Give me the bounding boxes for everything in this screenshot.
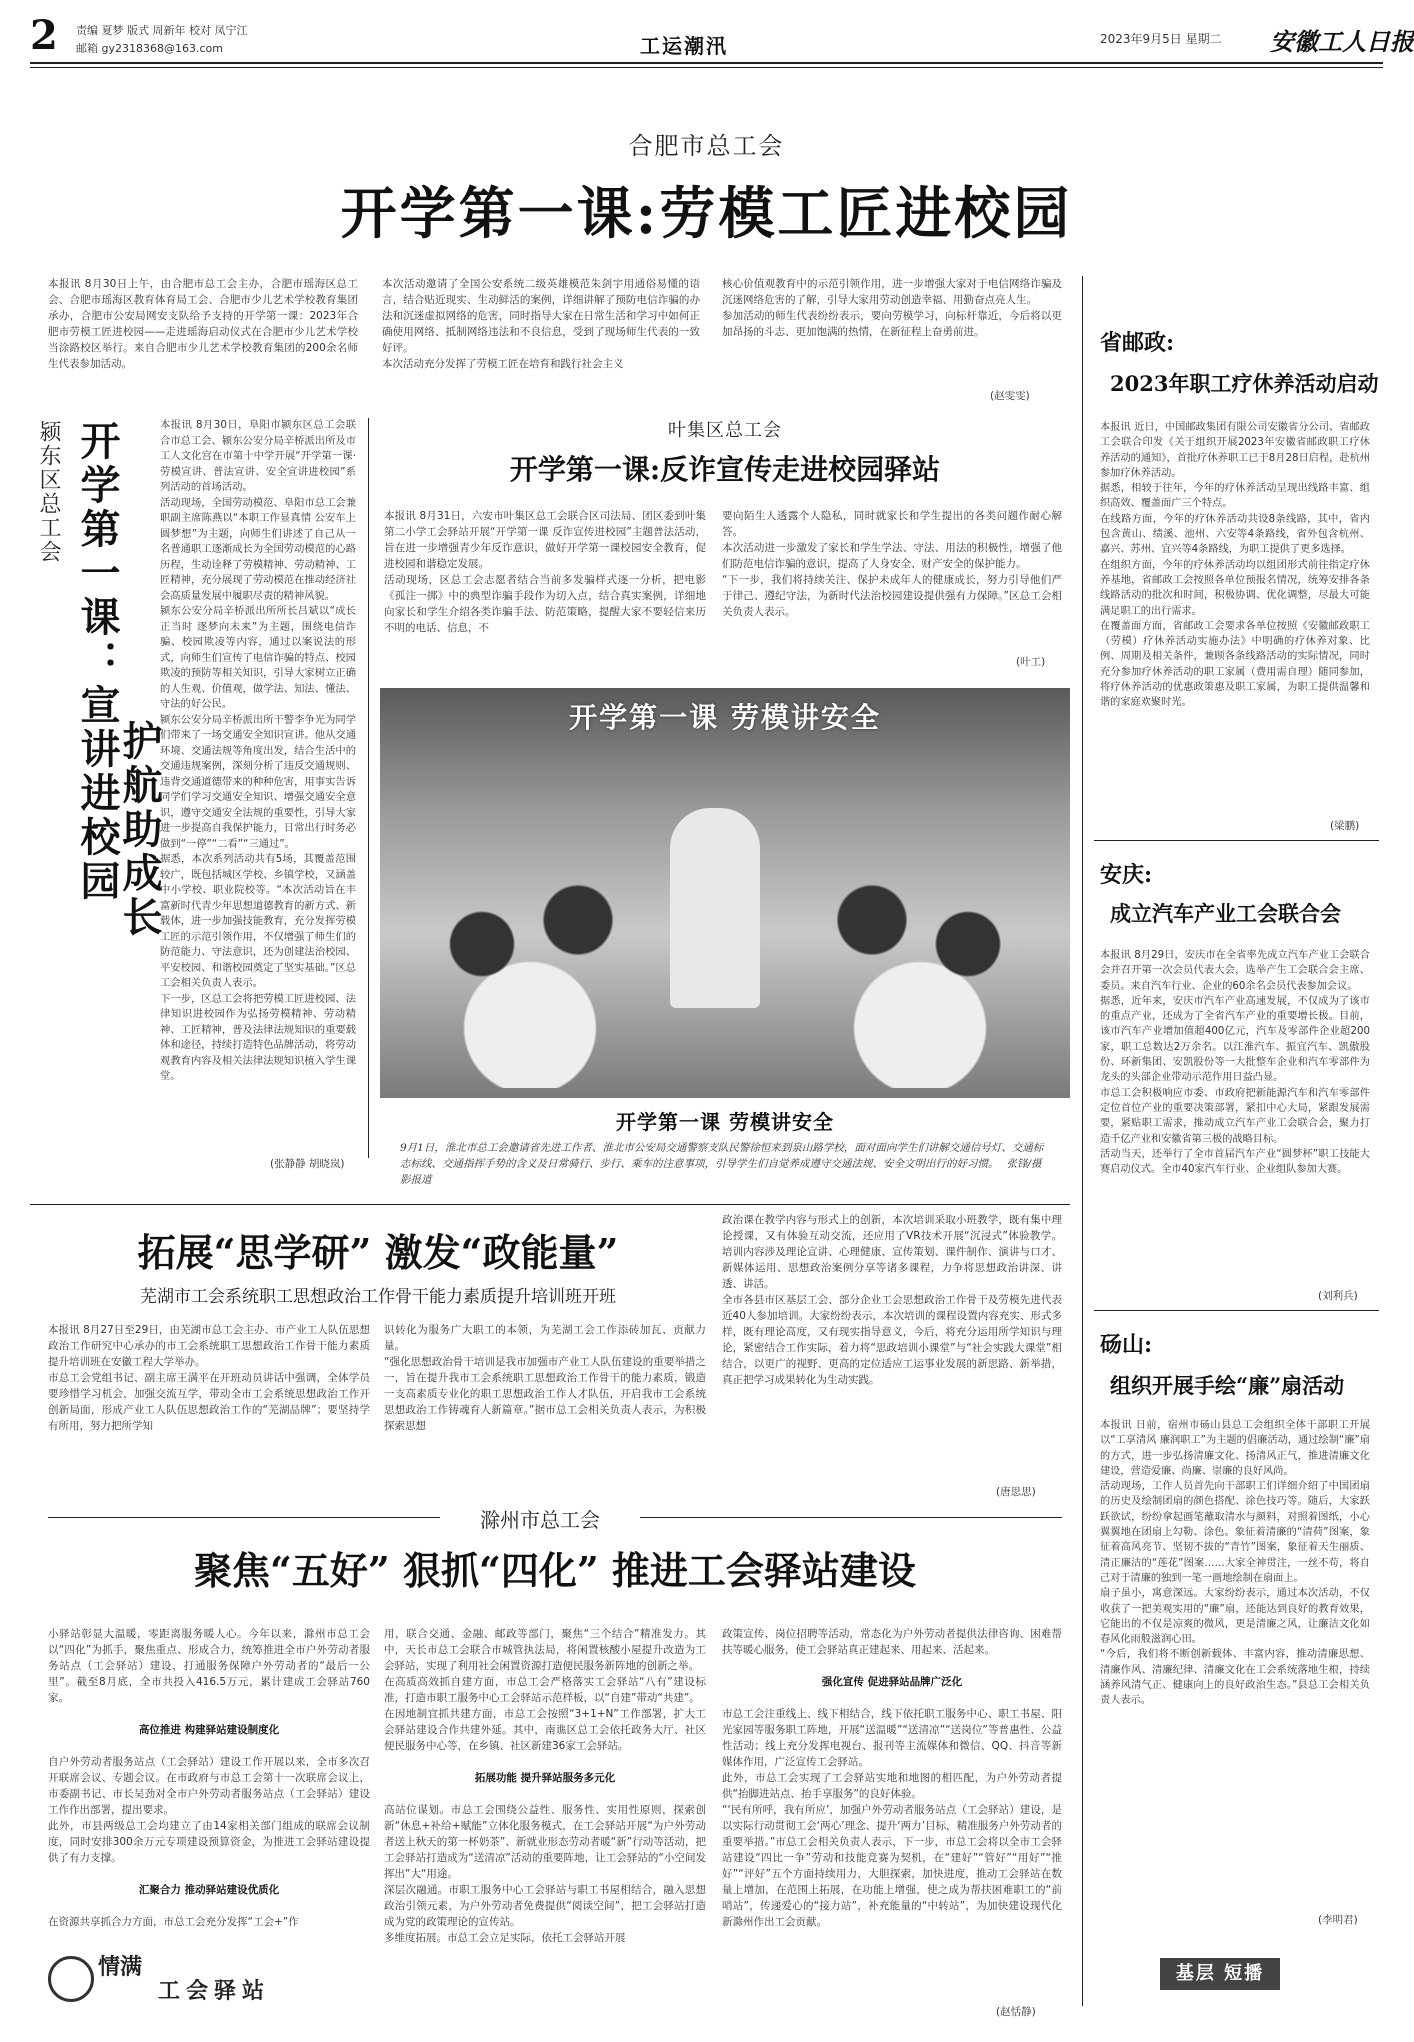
wuhu-col-1 <box>48 1322 370 1482</box>
anqing-title-1: 安庆: <box>1100 862 1153 888</box>
photo-caption <box>400 1140 1050 1188</box>
dangshan-title-1: 砀山: <box>1100 1332 1153 1358</box>
wuhu-col-3-text: 政治课在教学内容与形式上的创新，本次培训采取小班教学，既有集中理论授课，又有体验互动交流，还应用了VR技术开展“沉浸式”体验教学。培训内容涉及理论宣讲、心理健康、宣传策划、课件制作、演讲与口才、新媒体运用、思想政治案例分享等诸多课程，力争将思想政治讲深、讲透、讲活。 全市各县市区基层工会、部分企业工会思想政治工作骨干及劳模先进代表近40人参加培训。大家纷纷表示，本次培训的课程设置内容充实、形式多样，既有理论高度，又有现实指导意义，今后，将充分运用所学知识与理论，紧密结合工作实际，着力将“思政培训小课堂”与“社会实践大课堂”相结合，以更广的视野、更高的定位适应工运事业发展的新思路、新举措，真正把学习成果转化为生动实践。 <box>722 1214 1062 1386</box>
photo-title: 开学第一课 劳模讲安全 <box>616 1110 834 1134</box>
post-title-1: 省邮政: <box>1100 330 1175 356</box>
yingdong-title-vertical-1: 开学第一课：宣讲进校园 <box>74 420 121 904</box>
photo-caption-text: 9月1日，淮北市总工会邀请省先进工作者、淮北市公安局交通警察支队民警徐恒来到泉山路学校，面对面向学生们讲解交通信号灯、交通标志标线、交通指挥手势的含义及日常骑行、步行、乘车的注意事项，引导学生们自觉养成遵守交通法规、安全文明出行的好习惯。 <box>400 1142 1044 1170</box>
chuzhou-title: 聚焦“五好” 狠抓“四化” 推进工会驿站建设 <box>194 1548 916 1593</box>
lead-col-1 <box>48 276 358 388</box>
yeji-col-2 <box>722 508 1062 668</box>
dangshan-body-text: 本报讯 日前，宿州市砀山县总工会组织全体干部职工开展以“工享清风 廉润职工”为主题的倡廉活动，通过绘制“廉”扇的方式，进一步弘扬清廉文化、扬清风正气，推进清廉文化建设，营造爱廉、尚廉、崇廉的良好风尚。 活动现场，工作人员首先向干部职工们详细介绍了中国团扇的历史及绘制团扇的颜色搭配、涂色技巧等。随后，大家跃跃欲试，纷纷拿起画笔蘸取清水与颜料，对照着图纸，小心翼翼地在团扇上勾勒、涂色。象征着清廉的“清荷”图案，象征着高风亮节、坚韧不拔的“青竹”图案，象征着天生丽质、清正廉洁的“莲花”图案……大家全神贯注，一丝不苟，将自己对于清廉的独到一笔一画地绘制在扇面上。 扇子虽小，寓意深远。大家纷纷表示，通过本次活动，不仅收获了一把美观实用的“廉”扇，还能达到良好的教育效果，它能出的不仅是凉爽的微风，更是清廉之风，让廉洁文化如春风化雨般滋润心田。 “今后，我们将不断创新载体、丰富内容，推动清廉思想、清廉作风、清廉纪律、清廉文化在工会系统落地生根，持续涵养风清气正、健康向上的良好政治生态。”县总工会相关负责人表示。 <box>1100 1420 1370 1707</box>
col-rule-left <box>368 418 369 1158</box>
lead-title: 开学第一课:劳模工匠进校园 <box>340 181 1073 247</box>
lead-col-1-text: 本报讯 8月30日上午，由合肥市总工会主办，合肥市瑶海区总工会、合肥市瑶海区教育体育局工会、合肥市少儿艺术学校教育集团承办，合肥市公安局网安支队给予支持的开学第一课：2023年合肥市劳模工匠进校园——走进瑶海启动仪式在合肥市少儿艺术学校当涂路校区举行。来自合肥市少儿艺术学校教育集团的200余名师生代表参加活动。 <box>48 278 358 370</box>
lead-byline: (赵雯雯) <box>990 390 1030 402</box>
yingdong-body <box>160 418 356 1082</box>
yeji-title: 开学第一课:反诈宣传走进校园驿站 <box>509 453 941 486</box>
chuzhou-col-1-body: 自户外劳动者服务站点（工会驿站）建设工作开展以来，全市多次召开联席会议、专题会议。在市政府与市总工会第十一次联席会议上，市委副书记、市长吴劲对全市户外劳动者服务站点（工会驿站）建设工作作出部署，提出要求。 此外，市县两级总工会均建立了由14家相关部门组成的联席会议制度，同时安排300余万元专项建设预算资金，为推进工会驿站建设提供了有力支撑。 <box>48 1756 370 1864</box>
chuzhou-col-3-body: 市总工会注重线上、线下相结合，线下依托职工服务中心、职工书屋、阳光家园等服务职工阵地，开展“送温暖”“送清凉”“送岗位”等普惠性、公益性活动；线上充分发挥电视台、报刊等主流媒体和微信、QQ、抖音等新媒体作用，广泛宣传工会驿站。 此外，市总工会实现了工会驿站实地和地图的相匹配，为户外劳动者提供“抬脚进站点、抬手享服务”的良好体验。 “‘民有所呼，我有所应’，加强户外劳动者服务站点（工会驿站）建设，是以实际行动贯彻工会‘两心’理念、提升‘两力’目标，精准服务户外劳动者的重要举措。”市总工会相关负责人表示，下一步，市总工会将以全市工会驿站建设“四比一争”劳动和技能竞赛为契机，在“建好”“管好”“用好”“推好”“评好”五个方面持续用力，大胆探索，加快进度，推动工会驿站在数量上增加，在范围上拓展，在功能上增强，使之成为帮扶困难职工的“前哨站”，传递爱心的“接力站”，补充能量的“中转站”，为加快建设现代化新滁州作出工会贡献。 <box>722 1708 1062 1928</box>
dangshan-body <box>1100 1418 1370 1912</box>
house-icon <box>48 1956 94 2002</box>
yeji-col-1 <box>384 508 706 668</box>
chuzhou-rule-right <box>640 1517 1062 1518</box>
chuzhou-byline: (赵恬静) <box>996 2006 1036 2018</box>
anqing-body <box>1100 948 1370 1286</box>
photo-figure-group-left <box>410 848 650 1088</box>
masthead-logo: 安徽工人日报 <box>1270 27 1414 56</box>
lead-col-3-text: 核心价值观教育中的示范引领作用，进一步增强大家对于电信网络诈骗及沉迷网络危害的了解，引导大家用劳动创造幸福、用勤奋点亮人生。 参加活动的师生代表纷纷表示，要向劳模学习，向标杆靠近，今后将以更加昂扬的斗志、更加饱满的热情，在新征程上奋勇前进。 <box>722 278 1062 338</box>
photo-banner-text: 开学第一课 劳模讲安全 <box>569 701 881 734</box>
issue-date: 2023年9月5日 星期二 <box>1100 32 1222 46</box>
photo-credit: 张锋/摄影报道 <box>400 1158 1042 1186</box>
chuzhou-col-1-tail: 在资源共享抓合力方面，市总工会充分发挥“工会+”作 <box>48 1916 299 1928</box>
chuzhou-kicker: 滁州市总工会 <box>480 1508 600 1532</box>
anqing-title-2: 成立汽车产业工会联合会 <box>1110 901 1341 926</box>
wuhu-col-1-text: 本报讯 8月27日至29日，由芜湖市总工会主办、市产业工人队伍思想政治工作研究中心承办的市工会系统职工思想政治工作骨干能力素质提升培训班在安徽工程大学举办。 市总工会党组书记、副主席王满平在开班动员讲话中强调，全体学员要珍惜学习机会，加强交流互学，带动全市工会系统思想政治工作开创新局面，形成产业工人队伍思想政治工作的“芜湖品牌”；要坚持学有所用，努力把所学知 <box>48 1324 370 1432</box>
chuzhou-rule-left <box>48 1517 440 1518</box>
page-number: 2 <box>30 12 58 59</box>
post-byline: (梁鹏) <box>1330 820 1360 832</box>
wuhu-subtitle: 芜湖市工会系统职工思想政治工作骨干能力素质提升培训班开班 <box>140 1287 616 1307</box>
yeji-kicker: 叶集区总工会 <box>668 420 782 441</box>
header-rule <box>30 62 1383 64</box>
post-title-2: 2023年职工疗休养活动启动 <box>1110 371 1379 396</box>
yingdong-title-vertical-2: 护航助成长 <box>116 720 163 940</box>
lead-col-3 <box>722 276 1062 388</box>
yeji-col-2-text: 要向陌生人透露个人隐私，同时就家长和学生提出的各类问题作耐心解答。 本次活动进一步激发了家长和学生学法、守法、用法的积极性，增强了他们防范电信诈骗的意识，提高了人身安全、财产安全的保护能力。 “下一步，我们将持续关注、保护未成年人的健康成长，努力引导他们严于律己、遵纪守法，为新时代法治校园建设提供强有力保障。”区总工会相关负责人表示。 <box>722 510 1062 618</box>
lead-col-2-text: 本次活动邀请了全国公安系统二级英雄模范朱剑宇用通俗易懂的语言，结合贴近现实、生动鲜活的案例，详细讲解了预防电信诈骗的办法和沉迷虚拟网络的危害，同时指导大家在日常生活和学习中如何正确使用网络、抵制网络违法和不良信息，受到了现场师生代表的一致好评。 本次活动充分发挥了劳模工匠在培育和践行社会主义 <box>382 278 700 370</box>
wuhu-col-2-text: 识转化为服务广大职工的本领，为芜湖工会工作添砖加瓦、贡献力量。 “强化思想政治骨干培训是我市加强市产业工人队伍建设的重要举措之一，旨在提升我市工会系统职工思想政治工作骨干的能力素质，锻造一支高素质专业化的职工思想政治工作人才队伍，开启我市工会系统思想政治工作铸魂育人新篇章。”据市总工会相关负责人表示，为积极探索思想 <box>384 1324 706 1432</box>
sidebar-tag: 基层 短播 <box>1160 1958 1280 1990</box>
chuzhou-col-2-intro: 用，联合交通、金融、邮政等部门，聚焦“三个结合”精准发力。其中，天长市总工会联合市城管执法局，将闲置核酸小屋提升改造为工会驿站，实现了利用社会闲置资源打造便民服务新阵地的创新之举。 在高质高效抓自建方面，市总工会严格落实工会驿站“八有”建设标准，打造市职工服务中心工会驿站示范样板，以“自建”带动“共建”。 在因地制宜抓共建方面，市总工会按照“3+1+N”工作部署，扩大工会驿站建设合作共建外延。其中，南谯区总工会依托政务大厅、社区便民服务中心等，在乡镇、社区新建36家工会驿站。 <box>384 1628 706 1752</box>
chuzhou-subhead-3: 拓展功能 提升驿站服务多元化 <box>474 1772 616 1784</box>
photo-figure-group-right <box>800 848 1040 1088</box>
yingdong-byline: (张静静 胡晓岚) <box>270 1158 345 1170</box>
col-rule-right <box>1082 276 1083 2006</box>
wuhu-byline: (唐思思) <box>996 1486 1036 1498</box>
chuzhou-col-3 <box>722 1610 1062 2002</box>
chuzhou-subhead-4: 强化宣传 促进驿站品牌广泛化 <box>821 1676 963 1688</box>
chuzhou-subhead-1: 高位推进 构建驿站建设制度化 <box>138 1724 280 1736</box>
lead-col-2 <box>382 276 700 388</box>
chuzhou-col-3-intro: 政策宣传、岗位招聘等活动，常态化为户外劳动者提供法律咨询、困难帮扶等暖心服务，使工会驿站真正建起来、用起来、活起来。 <box>722 1628 1062 1656</box>
chuzhou-col-2-body: 高站位谋划。市总工会围绕公益性、服务性、实用性原则，探索创新“休息+补给+赋能”立体化服务模式，在工会驿站开展“为户外劳动者送上秋天的第一杯奶茶”、新就业形态劳动者暖“新”行动等活动，把工会驿站打造成为“送清凉”活动的重要阵地，让工会驿站的“小空间发挥出”大“用途。 深层次融通。市职工服务中心工会驿站与职工书屋相结合，融入思想政治引领元素，为户外劳动者免费提供“阅读空间”，把工会驿站打造成为党的政策理论的宣传站。 多维度拓展。市总工会立足实际，依托工会驿站开展 <box>384 1804 706 1944</box>
dangshan-byline: (李明君) <box>1318 1914 1358 1926</box>
lead-kicker: 合肥市总工会 <box>628 132 785 160</box>
photo-figure-officer <box>670 808 760 1008</box>
logo-text-top: 情满 <box>98 1954 143 1980</box>
photo-safety-lesson <box>380 688 1070 1098</box>
editors-line-1: 责编 夏梦 版式 周新年 校对 凤宁江 <box>76 24 248 37</box>
section-title: 工运潮汛 <box>640 34 728 58</box>
chuzhou-col-2 <box>384 1610 706 2010</box>
chuzhou-subhead-2: 汇聚合力 推动驿站建设优质化 <box>138 1884 280 1896</box>
mid-rule <box>30 1204 1070 1205</box>
yingdong-org-vertical: 颍东区总工会 <box>36 420 61 564</box>
sidebar-rule-1 <box>1094 840 1379 841</box>
post-body-text: 本报讯 近日，中国邮政集团有限公司安徽省分公司、省邮政工会联合印发《关于组织开展2023年安徽省邮政职工疗休养活动的通知》，首批疗休养职工已于8月28日启程，赴杭州参加疗休养活动。 据悉，相较于往年，今年的疗休养活动呈现出线路丰富、组织高效、覆盖面广三个特点。 在线路方面，今年的疗休养活动共设8条线路，其中，省内包含黄山、绩溪、池州、六安等4条路线，省外包含杭州、嘉兴、苏州、宜兴等4条路线，为职工提供了更多选择。 在组织方面，今年的疗休养活动均以组团形式前往指定疗休养基地，省邮政工会按照各单位预报名情况，统筹安排各条线路活动的批次和时间，积极协调、优化调整，尽最大可能满足职工的出行需求。 在覆盖面方面，省邮政工会要求各单位按照《安徽邮政职工（劳模）疗休养活动实施办法》中明确的疗休养对象、比例、周期及相关条件，兼顾各条线路活动的实际情况，同时充分参加疗休养活动的职工家属（费用需自理）随同参加，将疗休养活动的优惠政策惠及职工家属，为职工提供温馨和谐的家庭欢聚时光。 <box>1100 422 1370 709</box>
yeji-col-1-text: 本报讯 8月31日，六安市叶集区总工会联合区司法局、团区委到叶集第二小学工会驿站开展“开学第一课 反诈宣传进校园”主题普法活动，旨在进一步增强青少年反诈意识，做好开学第一课校园安全教育，促进校园和谐稳定发展。 活动现场，区总工会志愿者结合当前多发骗样式逐一分析，把电影《孤注一掷》中的典型诈骗手段作为切入点，结合真实案例，详细地向家长和学生介绍各类诈骗手法、防范策略，提醒大家不要轻信来历不明的电话、信息，不 <box>384 510 706 634</box>
sidebar-rule-2 <box>1094 1310 1379 1311</box>
chuzhou-col-1 <box>48 1610 370 1928</box>
post-body <box>1100 420 1370 816</box>
logo-text-bottom: 工会驿站 <box>158 1978 271 2004</box>
yingdong-body-text: 本报讯 8月30日，阜阳市颍东区总工会联合市总工会、颍东公安分局辛桥派出所及市工人文化宫在市第十中学开展“开学第一课·劳模宣讲、普法宣讲、安全宣讲进校园”系列活动的首场活动。 活动现场，全国劳动模范、阜阳市总工会兼职副主席陈燕以“本职工作显真情 公安车上圆梦想”为主题，向师生们讲述了自己从一名普通职工逐渐成长为全国劳动模范的心路历程，生动诠释了劳模精神、劳动精神、工匠精神，充分展现了劳动模范在推动经济社会高质量发展中履职尽责的精神风貌。 颍东公安分局辛桥派出所所长吕斌以“成长正当时 逐梦向未来”为主题，围绕电信诈骗、校园欺凌等内容，通过以案说法的形式，向师生们宣传了电信诈骗的特点、校园欺凌的预防等相关知识，引导大家树立正确的人生观、价值观，做学法、知法、懂法、守法的好公民。 颍东公安分局辛桥派出所干警李争光为同学们带来了一场交通安全知识宣讲。他从交通环境、交通法规等角度出发，结合生活中的交通违规案例，深刻分析了违反交通规则、违背交通道德带来的种种危害，用事实告诉同学们学习交通安全知识、增强交通安全意识，遵守交通安全法规的重要性，引导大家进一步提高自我保护能力，日常出行时务必做到“一停”“二看”“三通过”。 据悉，本次系列活动共有5场，其覆盖范围较广，既包括城区学校、乡镇学校，又涵盖中小学校、职业院校等。“本次活动旨在丰富新时代青少年思想道德教育的新方式、新载体，进一步加强技能教育，充分发挥劳模工匠的示范引领作用，不仅增强了师生们的防范能力、守法意识，还为创建法治校园、平安校园、和谐校园奠定了坚实基础。”区总工会相关负责人表示。 下一步，区总工会将把劳模工匠进校园、法律知识进校园作为弘扬劳模精神、劳动精神、工匠精神，普及法律法规知识的重要载体和途径，持续打造特色品牌活动，将劳动观教育内容及相关法律法规知识植入学生课堂。 <box>160 419 356 1082</box>
yeji-byline: (叶工) <box>1016 656 1046 668</box>
anqing-body-text: 本报讯 8月29日，安庆市在全省率先成立汽车产业工会联合会并召开第一次会员代表大会，选举产生工会联合会主席、委员。来自汽车行业、企业的60余名会员代表参加会议。 据悉，近年来，安庆市汽车产业高速发展，不仅成为了该市的重点产业，还成为了全省汽车产业的重要增长极。目前，该市汽车产业增加值超400亿元，汽车及零部件企业超200家，职工总数达2万余名。以江淮汽车、振宜汽车、凯傲股份、环新集团、安凯股份等一大批整车企业和汽车零部件为龙头的头部企业带动示范作用日益凸显。 市总工会积极响应市委、市政府把新能源汽车和汽车零部件定位首位产业的重要决策部署，紧扣中心大局，紧跟发展需要，紧贴职工需求，推动成立汽车产业工会联合会，聚力打造千亿产业和安徽省第三极的战略目标。 活动当天，还举行了全市首届汽车产业“圆梦杯”职工技能大赛启动仪式。全市40家汽车行业、企业组队参加大赛。 <box>1100 950 1370 1176</box>
editors-line-2: 邮箱 gy2318368@163.com <box>76 42 223 55</box>
page-header <box>30 12 1414 60</box>
chuzhou-col-1-intro: 小驿站彰显大温暖，零距离服务暖人心。今年以来，滁州市总工会以“四化”为抓手，聚焦重点、形成合力，统筹推进全市户外劳动者服务站点（工会驿站）建设，打通服务保障户外劳动者的“最后一公里”。截至8月底，全市共投入416.5万元，累计建成工会驿站760家。 <box>48 1628 370 1704</box>
anqing-byline: (刘利兵) <box>1318 1290 1358 1302</box>
dangshan-title-2: 组织开展手绘“廉”扇活动 <box>1110 1373 1345 1398</box>
header-rule-thin <box>30 67 1383 68</box>
wuhu-col-2 <box>384 1322 706 1482</box>
wuhu-col-3 <box>722 1212 1062 1484</box>
wuhu-title: 拓展“思学研” 激发“政能量” <box>137 1230 619 1275</box>
station-logo <box>48 1950 370 2010</box>
